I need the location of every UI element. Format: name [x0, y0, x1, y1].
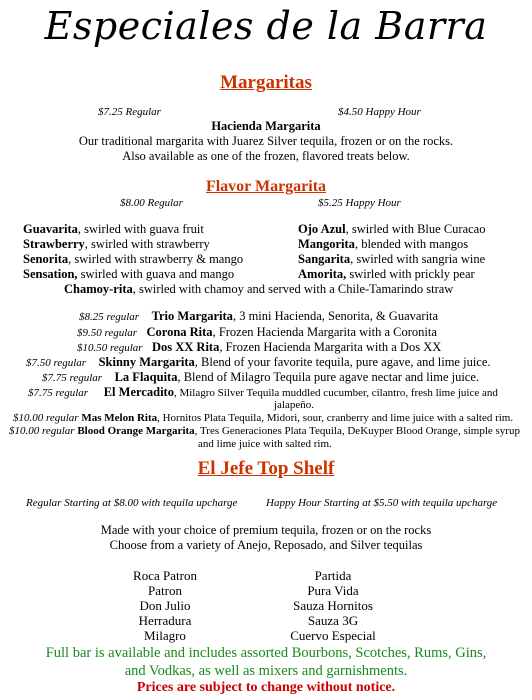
- special-row: $7.75 regular La Flaquita, Blend of Milagro Tequila pure agave nectar and lime juice.: [42, 370, 480, 384]
- special-row: $8.25 regular Trio Margarita, 3 mini Hacienda, Senorita, & Guavarita: [79, 309, 439, 323]
- flavor-item: Guavarita, swirled with guava fruit: [23, 222, 204, 236]
- margaritas-regular-price: $7.25 Regular: [98, 106, 161, 118]
- flavor-item: Ojo Azul, swirled with Blue Curacao: [298, 222, 486, 236]
- margaritas-heading: Margaritas: [220, 72, 312, 93]
- flavor-item: Sangarita, swirled with sangria wine: [298, 252, 486, 266]
- jefe-heading: El Jefe Top Shelf: [197, 458, 335, 479]
- list-item: Patron: [148, 583, 182, 598]
- special-row: $10.50 regular Dos XX Rita, Frozen Hacienda Margarita with a Dos XX: [77, 340, 442, 354]
- list-item: Milagro: [144, 628, 186, 643]
- tequila-list-left: [105, 568, 225, 643]
- list-item: Sauza 3G: [307, 613, 359, 628]
- page-title: Especiales de la Barra: [44, 4, 488, 48]
- list-item: Cuervo Especial: [290, 628, 376, 643]
- list-item: Pura Vida: [307, 583, 359, 598]
- flavor-regular-price: $8.00 Regular: [120, 197, 183, 209]
- flavor-item: Senorita, swirled with strawberry & mango: [23, 252, 244, 266]
- list-item: Roca Patron: [133, 568, 197, 583]
- list-item: Sauza Hornitos: [293, 598, 373, 613]
- full-bar-note: Full bar is available and includes assorted Bourbons, Scotches, Rums, Gins,: [45, 645, 487, 661]
- jefe-happy: Happy Hour Starting at $5.50 with tequila upcharge: [266, 497, 498, 509]
- special-row: $7.50 regular Skinny Margarita, Blend of your favorite tequila, pure agave, and lime juice.: [26, 355, 491, 369]
- list-item: Herradura: [138, 613, 192, 628]
- jefe-regular: Regular Starting at $8.00 with tequila upcharge: [26, 497, 238, 509]
- jefe-desc: Made with your choice of premium tequila, frozen or on the rocks: [100, 523, 432, 537]
- flavor-heading: Flavor Margarita: [205, 178, 327, 195]
- list-item: Partida: [314, 568, 352, 583]
- special-row: $7.75 regular El Mercadito, Milagro Silver Tequila muddled cucumber, cilantro, fresh lime juice and: [28, 385, 498, 399]
- chamoy-item: Chamoy-rita, swirled with chamoy and served with a Chile-Tamarindo straw: [64, 282, 454, 296]
- hacienda-name: Hacienda Margarita: [211, 119, 321, 133]
- special-row: $10.00 regular Blood Orange Margarita, Tres Generaciones Plata Tequila, DeKuyper Blood Orange, simple syrup: [9, 425, 520, 437]
- flavor-item: Mangorita, blended with mangos: [298, 237, 469, 251]
- tequila-list-right: [268, 568, 398, 643]
- flavor-item: Amorita, swirled with prickly pear: [298, 267, 475, 281]
- margaritas-happy-price: $4.50 Happy Hour: [338, 106, 421, 118]
- special-row: $10.00 regular Mas Melon Rita, Hornitos Plata Tequila, Midori, sour, cranberry and lime juice with a salted rim.: [13, 412, 514, 424]
- list-item: Don Julio: [139, 598, 191, 613]
- flavor-item: Strawberry, swirled with strawberry: [23, 237, 210, 251]
- price-notice: Prices are subject to change without notice.: [136, 680, 396, 695]
- special-row-cont: jalapeño.: [274, 399, 315, 411]
- special-row: $9.50 regular Corona Rita, Frozen Hacienda Margarita with a Coronita: [77, 325, 437, 339]
- flavor-happy-price: $5.25 Happy Hour: [318, 197, 401, 209]
- hacienda-note: Also available as one of the frozen, flavored treats below.: [122, 149, 410, 163]
- flavor-item: Sensation, swirled with guava and mango: [23, 267, 235, 281]
- special-row-cont: and lime juice with salted rim.: [198, 438, 332, 450]
- full-bar-note: and Vodkas, as well as mixers and garnishments.: [124, 663, 408, 679]
- hacienda-desc: Our traditional margarita with Juarez Silver tequila, frozen or on the rocks.: [78, 134, 454, 148]
- jefe-desc: Choose from a variety of Anejo, Reposado, and Silver tequilas: [109, 538, 423, 552]
